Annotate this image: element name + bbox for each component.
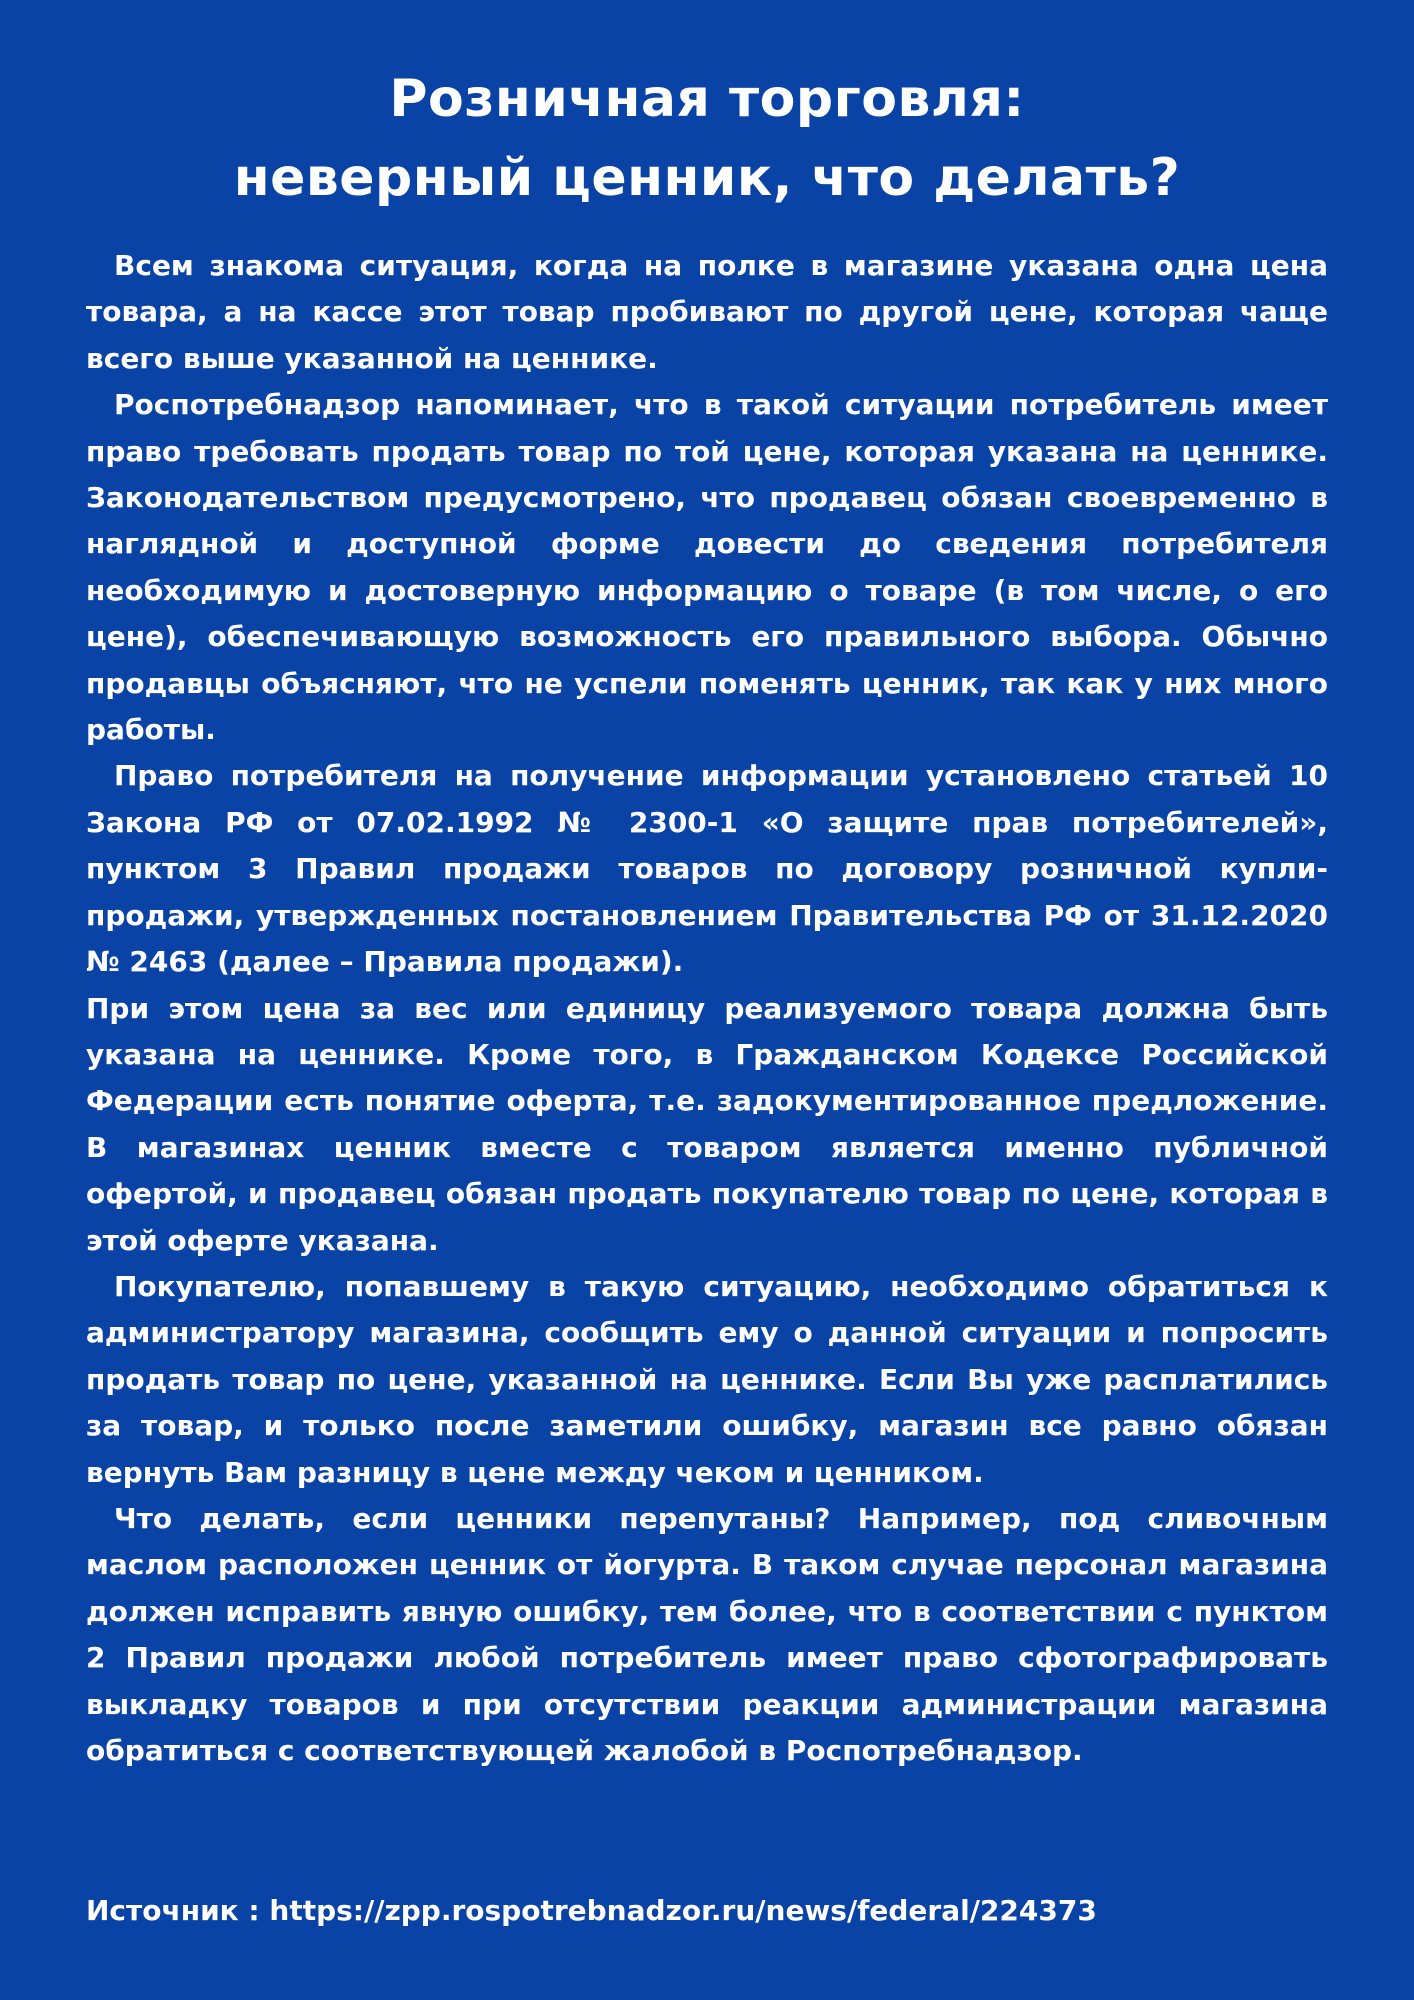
paragraph-actions: Покупателю, попавшему в такую ситуацию, необходимо обратиться к администратору магазина, сообщить ему о данной ситуации и попросить продать товар по цене, указанной на ценнике. Если Вы уже расплатились за товар, и только после заметили ошибку, магазин все равно обязан вернуть Вам разницу в цене между чеком и ценником. [86, 1269, 1328, 1489]
paragraph-offer: При этом цена за вес или единицу реализуемого товара должна быть указана на ценнике. Кроме того, в Гражданском Кодексе Российской Федерации есть понятие оферта, т.е. задокументированное предложение. В магазинах ценник вместе с товаром является именно публичной офертой, и продавец обязан продать покупателю товар по цене, которая в этой оферте указана. [86, 991, 1328, 1257]
source-link: Источник : https://zpp.rospotrebnadzor.ru/news/federal/224373 [86, 1894, 1097, 1927]
title-line-1: Розничная торговля: [389, 69, 1025, 129]
title-line-2: неверный ценник, что делать? [233, 148, 1181, 208]
page-title [86, 60, 1328, 218]
article-body [86, 243, 1328, 1774]
paragraph-law: Право потребителя на получение информации установлено статьей 10 Закона РФ от 07.02.1992 № 2300-1 «О защите прав потребителей», пунктом 3 Правил продажи товаров по договору розничной купли-продажи, утвержденных постановлением Правительства РФ от 31.12.2020 № 2463 (далее – Правила продажи). [86, 759, 1328, 979]
paragraph-rospotrebnadzor: Роспотребнадзор напоминает, что в такой ситуации потребитель имеет право требовать продать товар по той цене, которая указана на ценнике. Законодательством предусмотрено, что продавец обязан своевременно в наглядной и доступной форме довести до сведения потребителя необходимую и достоверную информацию о товаре (в том числе, о его цене), обеспечивающую возможность его правильного выбора. Обычно продавцы объясняют, что не успели поменять ценник, так как у них много работы. [86, 388, 1328, 747]
paragraph-intro: Всем знакома ситуация, когда на полке в магазине указана одна цена товара, а на кассе этот товар пробивают по другой цене, которая чаще всего выше указанной на ценнике. [86, 249, 1328, 375]
paragraph-mixed-tags: Что делать, если ценники перепутаны? Например, под сливочным маслом расположен ценник от йогурта. В таком случае персонал магазина должен исправить явную ошибку, тем более, что в соответствии с пунктом 2 Правил продажи любой потребитель имеет право сфотографировать выкладку товаров и при отсутствии реакции администрации магазина обратиться с соответствующей жалобой в Роспотребнадзор. [86, 1501, 1328, 1767]
